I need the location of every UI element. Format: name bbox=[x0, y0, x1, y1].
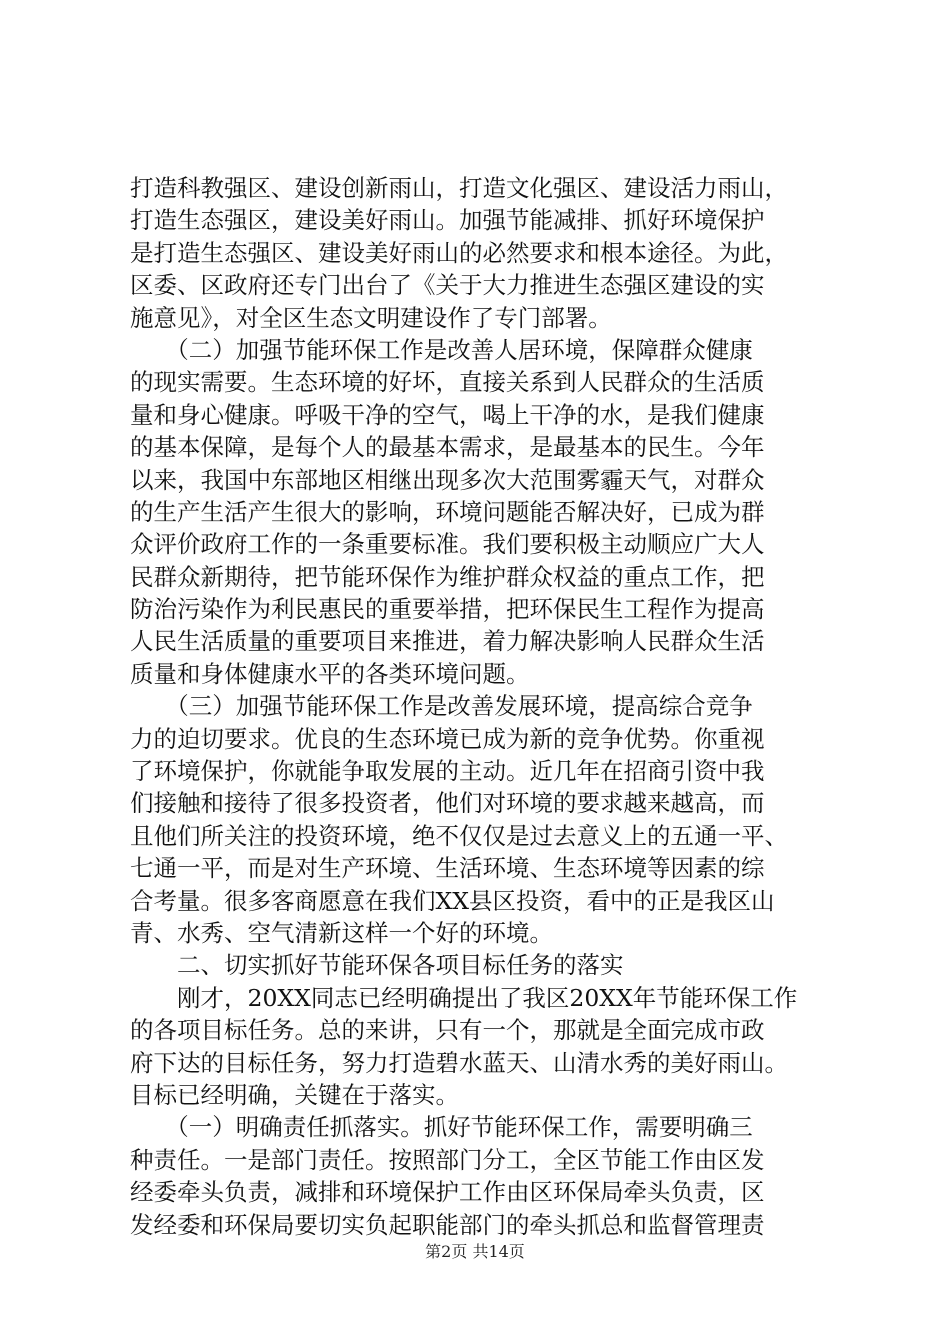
text-line: 经委牵头负责，减排和环境保护工作由区环保局牵头负责，区 bbox=[130, 1178, 765, 1207]
section-heading: 二、切实抓好节能环保各项目标任务的落实 bbox=[130, 951, 624, 980]
text-line: 府下达的目标任务，努力打造碧水蓝天、山清水秀的美好雨山。 bbox=[130, 1048, 788, 1077]
text-line: 的基本保障，是每个人的最基本需求，是最基本的民生。今年 bbox=[130, 433, 765, 462]
body-text bbox=[130, 172, 850, 1241]
text-line: 量和身心健康。呼吸干净的空气，喝上干净的水，是我们健康 bbox=[130, 400, 765, 429]
text-line: 以来，我国中东部地区相继出现多次大范围雾霾天气，对群众 bbox=[130, 465, 765, 494]
text-line: 的现实需要。生态环境的好坏，直接关系到人民群众的生活质 bbox=[130, 368, 765, 397]
page-footer: 第2页 共14页 bbox=[425, 1242, 525, 1261]
text-line: 是打造生态强区、建设美好雨山的必然要求和根本途径。为此， bbox=[130, 238, 788, 267]
text-line: 青、水秀、空气清新这样一个好的环境。 bbox=[130, 918, 553, 947]
text-line: 防治污染作为利民惠民的重要举措，把环保民生工程作为提高 bbox=[130, 595, 765, 624]
text-line: 了环境保护，你就能争取发展的主动。近几年在招商引资中我 bbox=[130, 757, 765, 786]
text-line: （二）加强节能环保工作是改善人居环境，保障群众健康 bbox=[130, 335, 753, 364]
text-line: 众评价政府工作的一条重要标准。我们要积极主动顺应广大人 bbox=[130, 530, 765, 559]
text-line: 民群众新期待，把节能环保作为维护群众权益的重点工作，把 bbox=[130, 562, 765, 591]
text-line: （一）明确责任抓落实。抓好节能环保工作，需要明确三 bbox=[130, 1113, 753, 1142]
text-line: 的各项目标任务。总的来讲，只有一个，那就是全面完成市政 bbox=[130, 1016, 765, 1045]
text-line: 的生产生活产生很大的影响，环境问题能否解决好，已成为群 bbox=[130, 497, 765, 526]
text-line: 质量和身体健康水平的各类环境问题。 bbox=[130, 659, 530, 688]
text-line: 发经委和环保局要切实负起职能部门的牵头抓总和监督管理责 bbox=[130, 1210, 765, 1239]
text-line: 刚才，20XX同志已经明确提出了我区20XX年节能环保工作 bbox=[130, 983, 798, 1012]
text-line: 目标已经明确，关键在于落实。 bbox=[130, 1080, 459, 1109]
text-line: 打造生态强区，建设美好雨山。加强节能减排、抓好环境保护 bbox=[130, 206, 765, 235]
text-line: 人民生活质量的重要项目来推进，着力解决影响人民群众生活 bbox=[130, 627, 765, 656]
text-line: 七通一平，而是对生产环境、生活环境、生态环境等因素的综 bbox=[130, 854, 765, 883]
text-line: 区委、区政府还专门出台了《关于大力推进生态强区建设的实 bbox=[130, 271, 765, 300]
text-line: （三）加强节能环保工作是改善发展环境，提高综合竞争 bbox=[130, 692, 753, 721]
text-line: 且他们所关注的投资环境，绝不仅仅是过去意义上的五通一平、 bbox=[130, 821, 788, 850]
text-line: 力的迫切要求。优良的生态环境已成为新的竞争优势。你重视 bbox=[130, 724, 765, 753]
text-line: 合考量。很多客商愿意在我们XX县区投资，看中的正是我区山 bbox=[130, 886, 775, 915]
text-line: 们接触和接待了很多投资者，他们对环境的要求越来越高，而 bbox=[130, 789, 765, 818]
text-line: 打造科教强区、建设创新雨山，打造文化强区、建设活力雨山， bbox=[130, 174, 788, 202]
text-line: 种责任。一是部门责任。按照部门分工，全区节能工作由区发 bbox=[130, 1145, 765, 1174]
text-line: 施意见》，对全区生态文明建设作了专门部署。 bbox=[130, 303, 612, 332]
